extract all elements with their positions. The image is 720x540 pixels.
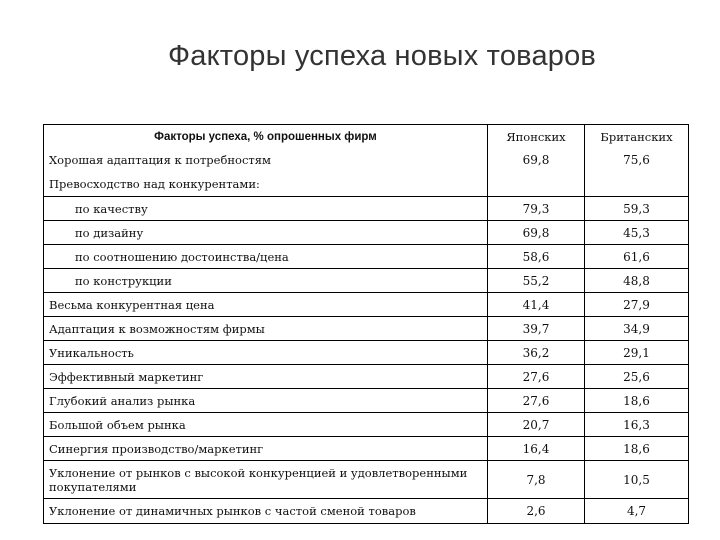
header-factors: Факторы успеха, % опрошенных фирм — [154, 130, 377, 143]
row-label: Глубокий анализ рынка — [49, 393, 196, 408]
row-label: Большой объем рынка — [49, 417, 186, 432]
table-row — [44, 268, 688, 292]
row-label: Эффективный маркетинг — [49, 369, 204, 384]
japanese-value: 27,6 — [487, 389, 584, 412]
table-row — [44, 292, 688, 316]
japanese-value: 55,2 — [487, 269, 584, 292]
british-value: 29,1 — [584, 341, 688, 364]
table-row — [44, 412, 688, 436]
japanese-value: 20,7 — [487, 413, 584, 436]
row-label: Уклонение от динамичных рынков с частой сменой товаров — [49, 504, 416, 518]
british-value: 18,6 — [584, 437, 688, 460]
row-label: Синергия производство/маркетинг — [49, 441, 264, 456]
british-value: 18,6 — [584, 389, 688, 412]
row-label: по дизайну — [75, 225, 144, 240]
table-row — [44, 364, 688, 388]
british-value: 45,3 — [584, 221, 688, 244]
row-label: Хорошая адаптация к потребностям — [49, 152, 271, 167]
table-row — [44, 436, 688, 460]
japanese-value: 2,6 — [487, 499, 584, 523]
table-row — [44, 171, 688, 196]
japanese-value: 36,2 — [487, 341, 584, 364]
row-label: по качеству — [75, 201, 148, 216]
table-row — [44, 340, 688, 364]
japanese-value: 16,4 — [487, 437, 584, 460]
british-value: 34,9 — [584, 317, 688, 340]
table-row — [44, 220, 688, 244]
japanese-value: 27,6 — [487, 365, 584, 388]
japanese-value: 79,3 — [487, 197, 584, 220]
table-header-row — [44, 125, 688, 148]
japanese-value: 69,8 — [487, 221, 584, 244]
japanese-value: 39,7 — [487, 317, 584, 340]
slide-title: Факторы успеха новых товаров — [168, 40, 597, 72]
table-row — [44, 498, 688, 523]
british-value: 75,6 — [584, 148, 688, 171]
row-label: Уникальность — [49, 345, 134, 360]
british-value: 4,7 — [584, 499, 688, 523]
row-label: по соотношению достоинства/цена — [75, 249, 289, 264]
row-label: по конструкции — [75, 273, 172, 288]
row-label: Адаптация к возможностям фирмы — [49, 321, 265, 336]
table-row — [44, 244, 688, 268]
japanese-value: 41,4 — [487, 293, 584, 316]
british-value: 25,6 — [584, 365, 688, 388]
row-label: Весьма конкурентная цена — [49, 297, 215, 312]
row-label: Превосходство над конкурентами: — [49, 176, 260, 191]
japanese-value: 7,8 — [487, 461, 584, 498]
table-row — [44, 196, 688, 220]
british-value: 16,3 — [584, 413, 688, 436]
header-japanese: Японских — [487, 125, 584, 148]
british-value — [584, 171, 688, 196]
japanese-value: 58,6 — [487, 245, 584, 268]
table-row — [44, 388, 688, 412]
british-value: 59,3 — [584, 197, 688, 220]
header-british: Британских — [584, 125, 688, 148]
table-row — [44, 148, 688, 171]
success-factors-table — [43, 124, 689, 524]
british-value: 27,9 — [584, 293, 688, 316]
row-label: Уклонение от рынков с высокой конкуренцией и удовлетворенными покупателями — [49, 465, 468, 494]
british-value: 61,6 — [584, 245, 688, 268]
japanese-value: 69,8 — [487, 148, 584, 171]
japanese-value — [487, 171, 584, 196]
table-row — [44, 460, 688, 498]
table-row — [44, 316, 688, 340]
british-value: 10,5 — [584, 461, 688, 498]
british-value: 48,8 — [584, 269, 688, 292]
